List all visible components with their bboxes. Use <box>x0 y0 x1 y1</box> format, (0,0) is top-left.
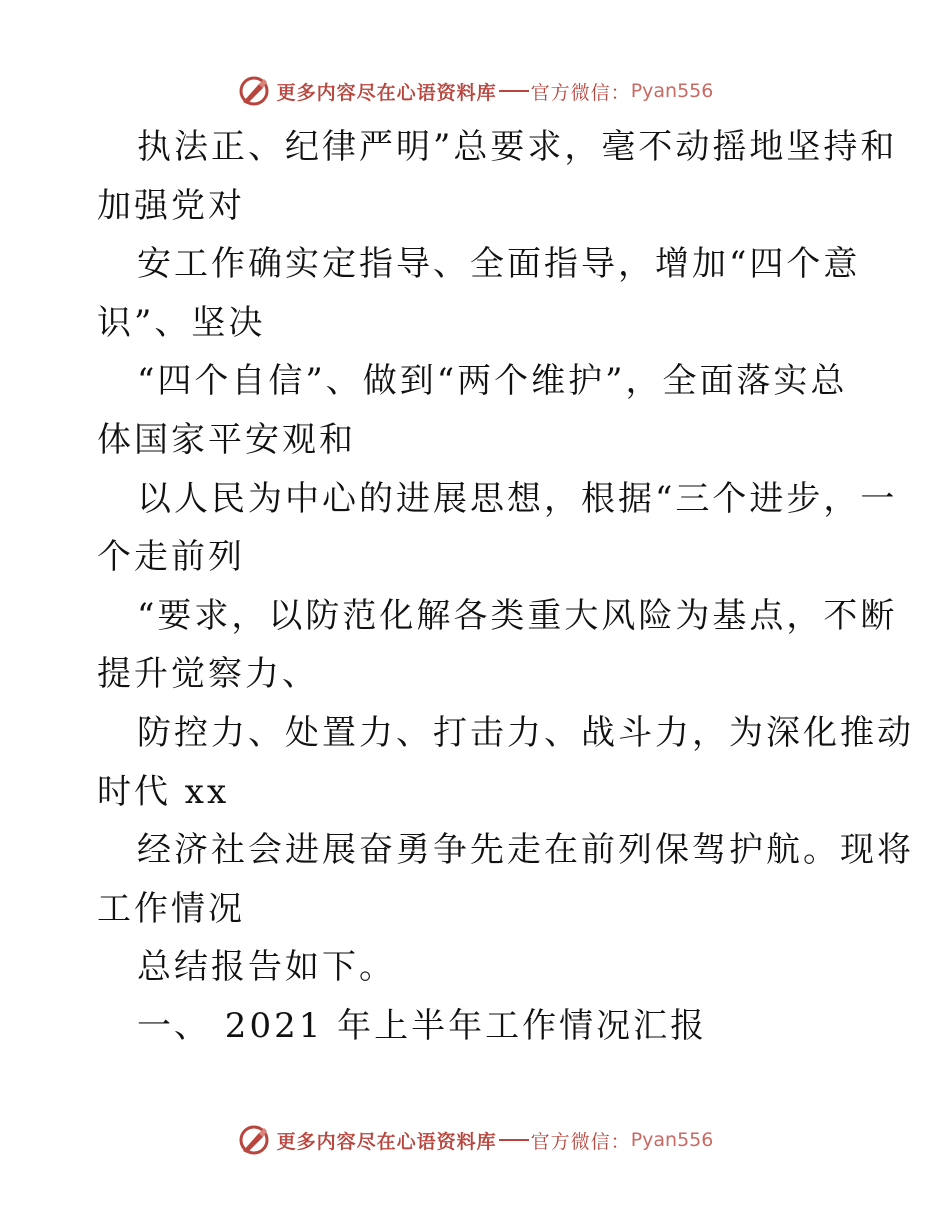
text-line: “四个自信”、做到“两个维护”，全面落实总 <box>137 361 848 402</box>
text-line: 执法正、纪律严明”总要求，毫不动摇地坚持和 <box>137 127 898 167</box>
watermark-title: 更多内容尽在心语资料库 <box>276 1130 497 1153</box>
text-line: 加强党对 <box>97 185 245 226</box>
text-line: “要求，以防范化解各类重大风险为基点，不断 <box>137 595 898 636</box>
text-line: 时代 xx <box>97 771 230 812</box>
text-line: 工作情况 <box>97 888 245 929</box>
text-line: 提升觉察力、 <box>97 654 319 695</box>
footer-watermark <box>0 1120 950 1160</box>
text-line: 经济社会进展奋勇争先走在前列保驾护航。现将 <box>137 830 914 871</box>
document-body <box>97 118 914 1056</box>
header-watermark <box>0 71 950 111</box>
section-heading: 一、 2021 年上半年工作情况汇报 <box>137 1005 708 1046</box>
watermark-sub: 官方微信： <box>530 1130 631 1153</box>
pen-logo-icon <box>237 74 271 108</box>
text-line: 识”、坚决 <box>97 302 266 343</box>
text-line: 个走前列 <box>97 537 245 578</box>
pen-logo-icon <box>237 1123 271 1157</box>
text-line: 安工作确实定指导、全面指导，增加“四个意 <box>137 244 861 285</box>
watermark-id: Pyan556 <box>630 80 714 102</box>
text-line: 防控力、处置力、打击力、战斗力，为深化推动 <box>137 712 914 753</box>
watermark-id: Pyan556 <box>630 1129 714 1151</box>
text-line: 总结报告如下。 <box>137 947 396 988</box>
watermark-sub: 官方微信： <box>530 81 631 104</box>
watermark-title: 更多内容尽在心语资料库 <box>276 81 497 104</box>
watermark-dash <box>499 1139 529 1141</box>
text-line: 以人民为中心的进展思想，根据“三个进步，一 <box>137 478 898 519</box>
text-line: 体国家平安观和 <box>97 419 356 460</box>
watermark-dash <box>499 90 529 92</box>
